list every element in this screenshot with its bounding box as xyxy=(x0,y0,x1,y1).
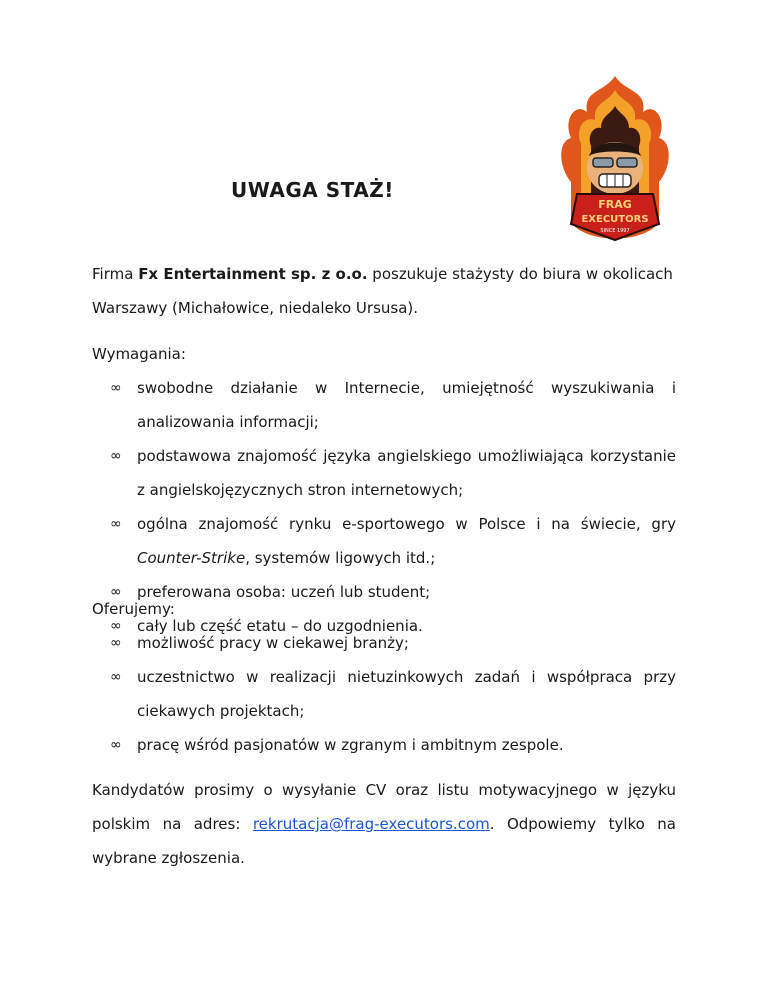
svg-text:FRAG: FRAG xyxy=(598,198,632,211)
company-name: Fx Entertainment sp. z o.o. xyxy=(138,265,368,283)
offer-section xyxy=(92,592,676,762)
list-item: ∞ preferowana osoba: uczeń lub student; xyxy=(92,575,676,609)
bullet-icon: ∞ xyxy=(110,448,122,464)
bullet-icon: ∞ xyxy=(110,584,122,600)
list-item: ∞ swobodne działanie w Internecie, umiejętność wyszukiwania i analizowania informacji; xyxy=(92,371,676,439)
intro-paragraph: Firma Fx Entertainment sp. z o.o. poszukuje stażysty do biura w okolicach Warszawy (Michałowice, niedaleko Ursusa). xyxy=(92,265,673,317)
bullet-icon: ∞ xyxy=(110,737,122,753)
bullet-icon: ∞ xyxy=(110,669,122,685)
bullet-icon: ∞ xyxy=(110,618,122,634)
list-item: ∞ uczestnictwo w realizacji nietuzinkowych zadań i współpraca przy ciekawych projektach; xyxy=(92,660,676,728)
bullet-icon: ∞ xyxy=(110,516,122,532)
list-item: ∞ podstawowa znajomość języka angielskiego umożliwiająca korzystanie z angielskojęzycznych stron internetowych; xyxy=(92,439,676,507)
game-title: Counter-Strike xyxy=(137,549,246,567)
svg-text:SINCE 1997: SINCE 1997 xyxy=(600,228,630,234)
offer-list xyxy=(92,626,676,762)
page-title: UWAGA STAŻ! xyxy=(231,178,394,202)
email-link[interactable]: rekrutacja@frag-executors.com xyxy=(252,815,490,833)
list-item: ∞ możliwość pracy w ciekawej branży; xyxy=(92,626,676,660)
list-item: ∞ pracę wśród pasjonatów w zgranym i ambitnym zespole. xyxy=(92,728,676,762)
bullet-icon: ∞ xyxy=(110,380,122,396)
frag-executors-logo xyxy=(555,72,675,252)
requirements-heading: Wymagania: xyxy=(92,345,186,363)
bullet-icon: ∞ xyxy=(110,635,122,651)
list-item: ∞ cały lub część etatu – do uzgodnienia. xyxy=(92,609,676,643)
svg-text:EXECUTORS: EXECUTORS xyxy=(581,214,649,225)
closing-paragraph: Kandydatów prosimy o wysyłanie CV oraz listu motywacyjnego w języku polskim na adres: rekrutacja@frag-executors.com. Odpowiemy tylko na wybrane zgłoszenia. xyxy=(92,781,676,867)
offer-heading: Oferujemy: xyxy=(92,600,175,618)
list-item: ∞ ogólna znajomość rynku e-sportowego w Polsce i na świecie, gry Counter-Strike, systemów ligowych itd.; xyxy=(92,507,676,575)
